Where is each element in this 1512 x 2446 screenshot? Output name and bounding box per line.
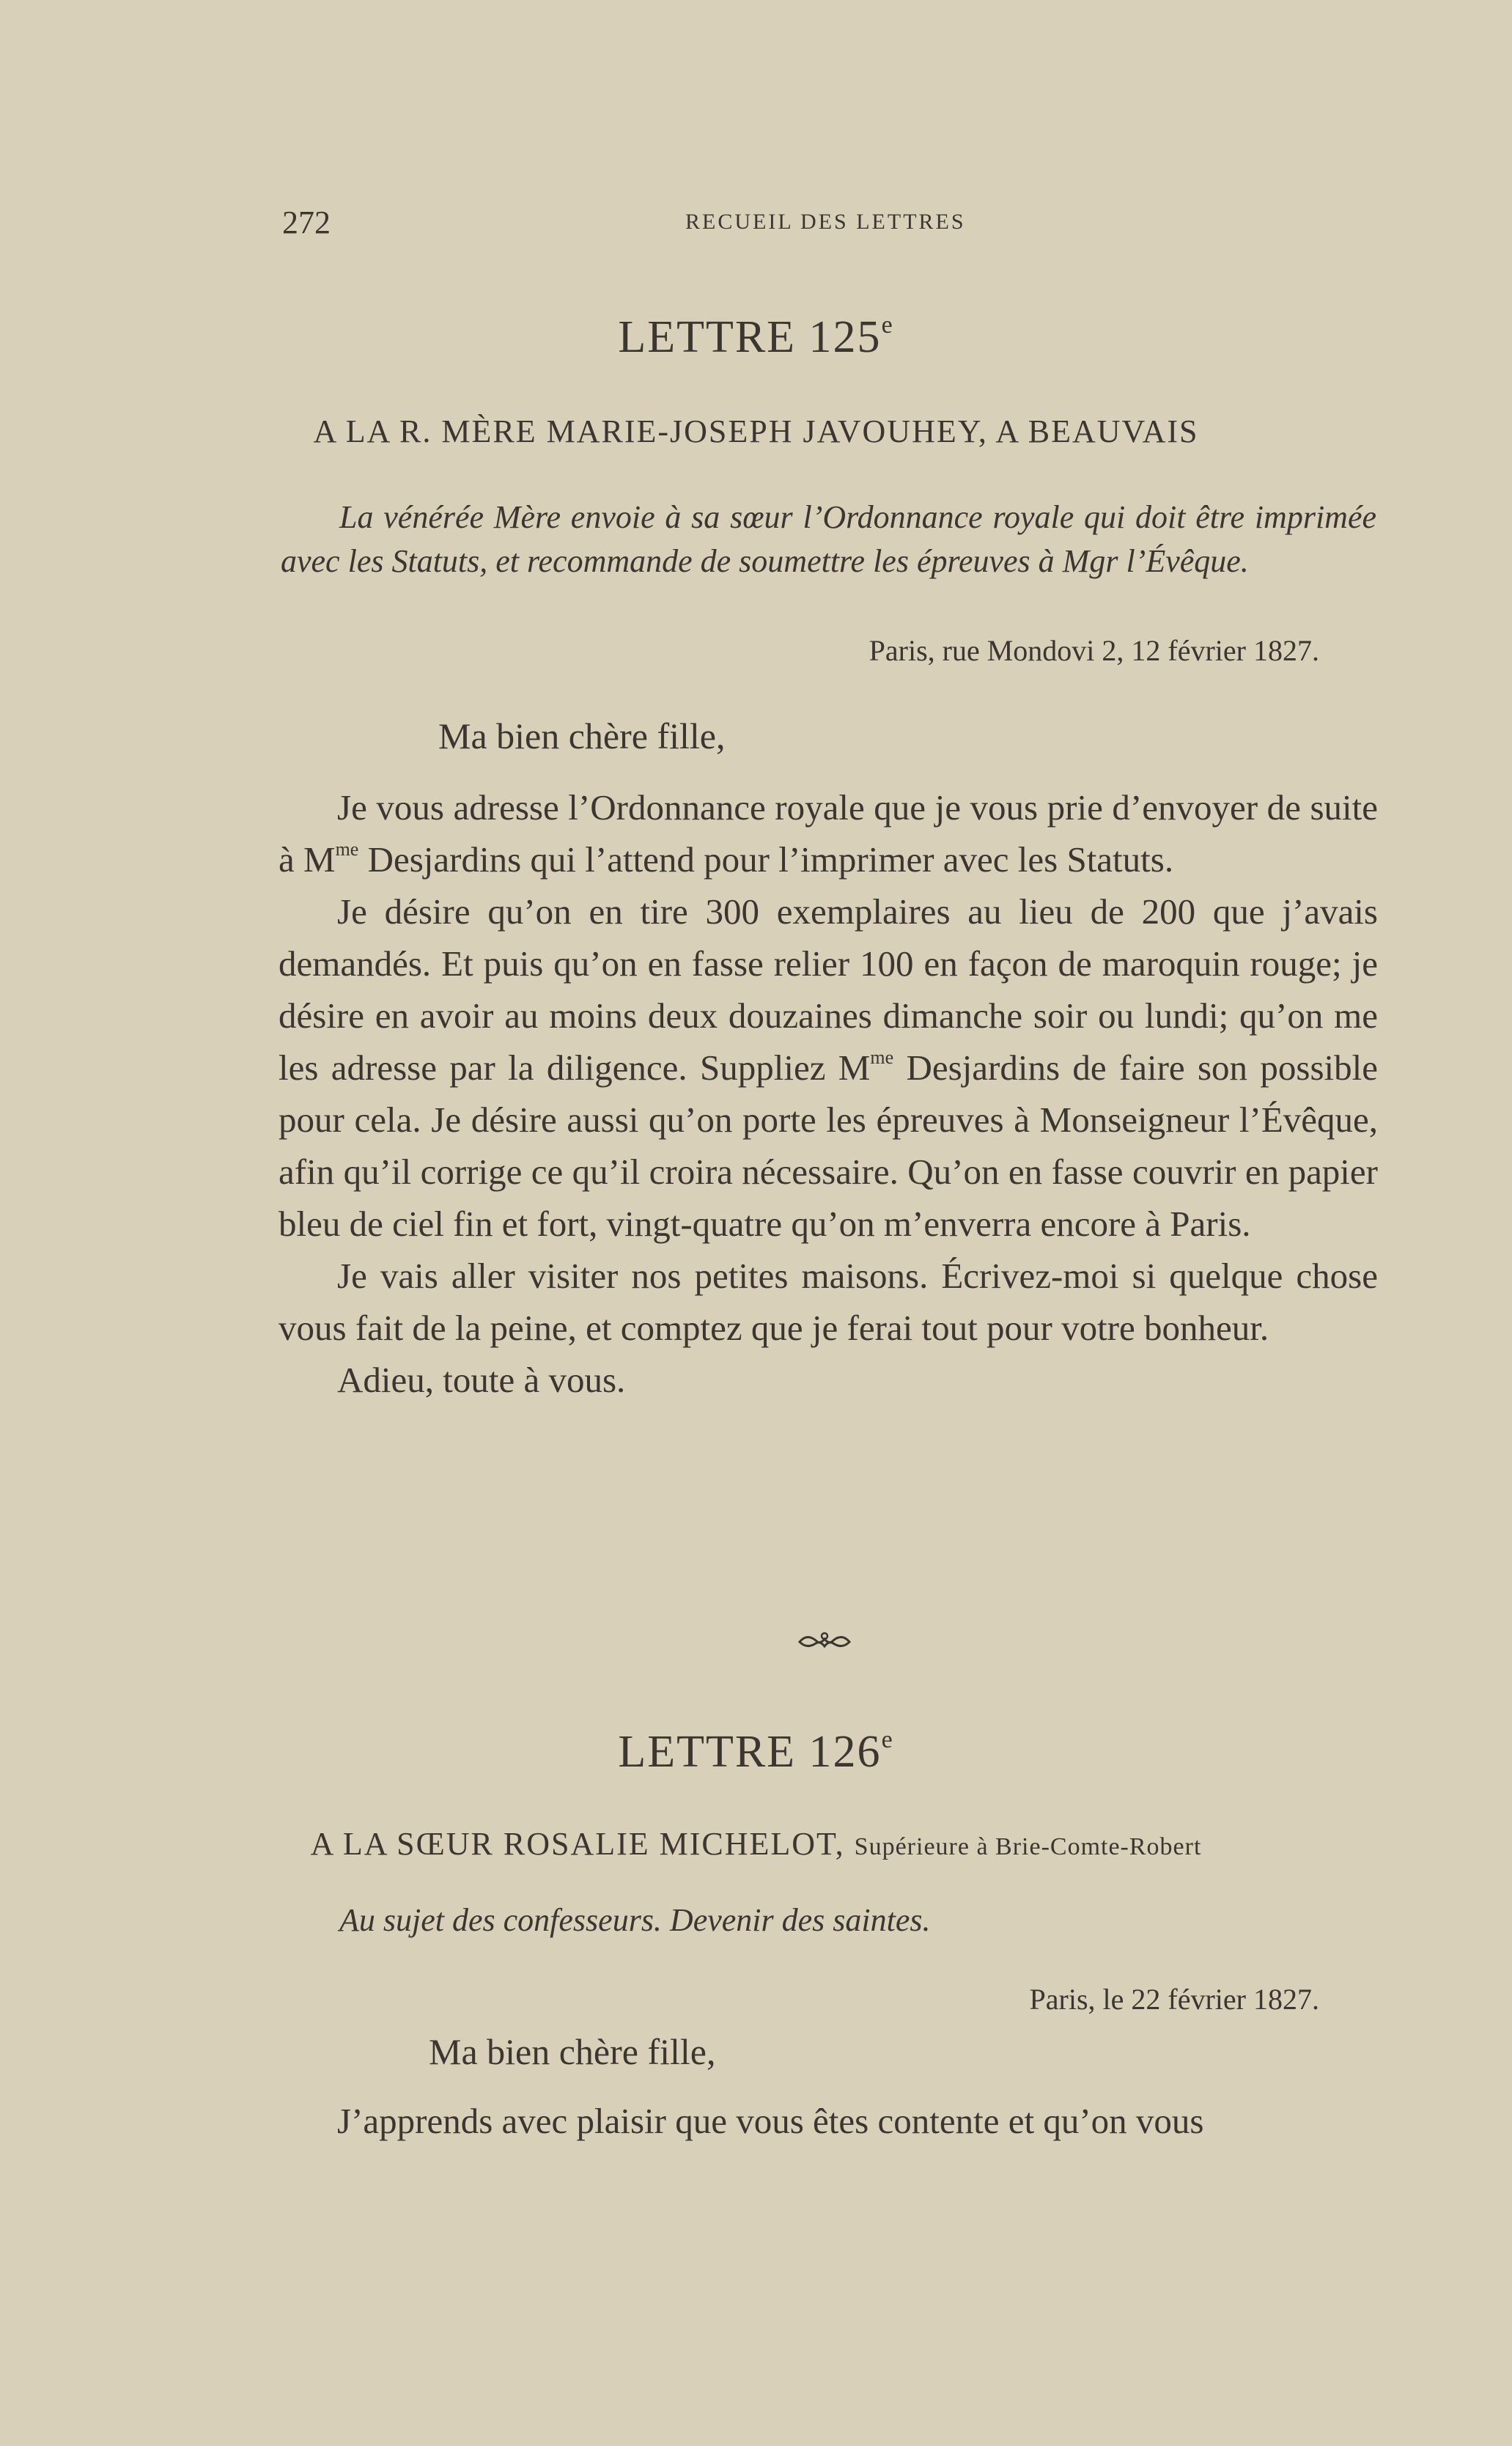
- letter-125-paragraph-4: Adieu, toute à vous.: [337, 1360, 626, 1400]
- letter-125-p2-sup: me: [870, 1047, 894, 1068]
- letter-126-recipient-main: A LA SŒUR ROSALIE MICHELOT,: [310, 1826, 845, 1862]
- letter-126-paragraph-1: J’apprends avec plaisir que vous êtes contente et qu’on vous: [337, 2101, 1204, 2141]
- page-number: 272: [282, 205, 331, 240]
- running-head: [282, 204, 1378, 248]
- letter-125-paragraph-1: [279, 781, 1378, 885]
- letter-126-salutation: Ma bien chère fille,: [429, 2031, 716, 2072]
- letter-125-p1-sup: me: [335, 839, 359, 860]
- letter-125-body: [279, 781, 1378, 1406]
- letter-125-p2-part-b: Desjardins de faire son possible pour cela. Je désire aussi qu’on porte les épreuves à Monseigneur l’Évêque, afin qu’il corrige ce qu’il croira nécessaire. Qu’on en fasse couvrir en papier bleu de ciel fin et fort, vingt-quatre qu’on m’enverra encore à Paris.: [279, 1047, 1378, 1244]
- running-title: RECUEIL DES LETTRES: [685, 210, 966, 234]
- letter-125-summary: La vénérée Mère envoie à sa sœur l’Ordonnance royale qui doit être imprimée avec les Statuts, et recommande de soumettre les épreuves à Mgr l’Évêque.: [281, 499, 1376, 579]
- letter-126-summary: Au sujet des confesseurs. Devenir des saintes.: [339, 1902, 931, 1938]
- fleuron-ornament-icon: [795, 1627, 854, 1657]
- letter-125-paragraph-3: Je vais aller visiter nos petites maisons. Écrivez-moi si quelque chose vous fait de la peine, et comptez que je ferai tout pour votre bonheur.: [279, 1256, 1378, 1348]
- letter-126-dateline: Paris, le 22 février 1827.: [1029, 1983, 1319, 2016]
- letter-125-p1-part-a: Je vous adresse l’Ordonnance royale que je vous prie d’envoyer de suite à M: [279, 787, 1378, 880]
- letter-125-dateline: Paris, rue Mondovi 2, 12 février 1827.: [869, 634, 1319, 667]
- letter-125-paragraph-2: [279, 885, 1378, 1250]
- letter-125-title-text: LETTRE 125: [618, 312, 882, 362]
- letter-125-title-sup: e: [881, 312, 894, 339]
- letter-125-recipient: A LA R. MÈRE MARIE-JOSEPH JAVOUHEY, A BEAUVAIS: [313, 413, 1199, 449]
- letter-126-recipient-small: Supérieure à Brie-Comte-Robert: [854, 1833, 1202, 1860]
- letter-125-p1-part-b: Desjardins qui l’attend pour l’imprimer avec les Statuts.: [358, 839, 1174, 880]
- letter-126-recipient: [0, 1825, 1512, 1863]
- letter-125-salutation: Ma bien chère fille,: [438, 715, 726, 756]
- letter-126-title-text: LETTRE 126: [618, 1727, 882, 1777]
- letter-126-body: [279, 2095, 1378, 2147]
- letter-126-title-sup: e: [881, 1726, 894, 1753]
- letter-126-title: [0, 1726, 1512, 1778]
- letter-125-title: [0, 312, 1512, 364]
- letter-125-p2-part-a: Je désire qu’on en tire 300 exemplaires au lieu de 200 que j’avais demandés. Et puis qu’on en fasse relier 100 en façon de maroquin rouge; je désire en avoir au moins deux douzaines dimanche soir ou lundi; qu’on me les adresse par la diligence. Suppliez M: [279, 891, 1378, 1088]
